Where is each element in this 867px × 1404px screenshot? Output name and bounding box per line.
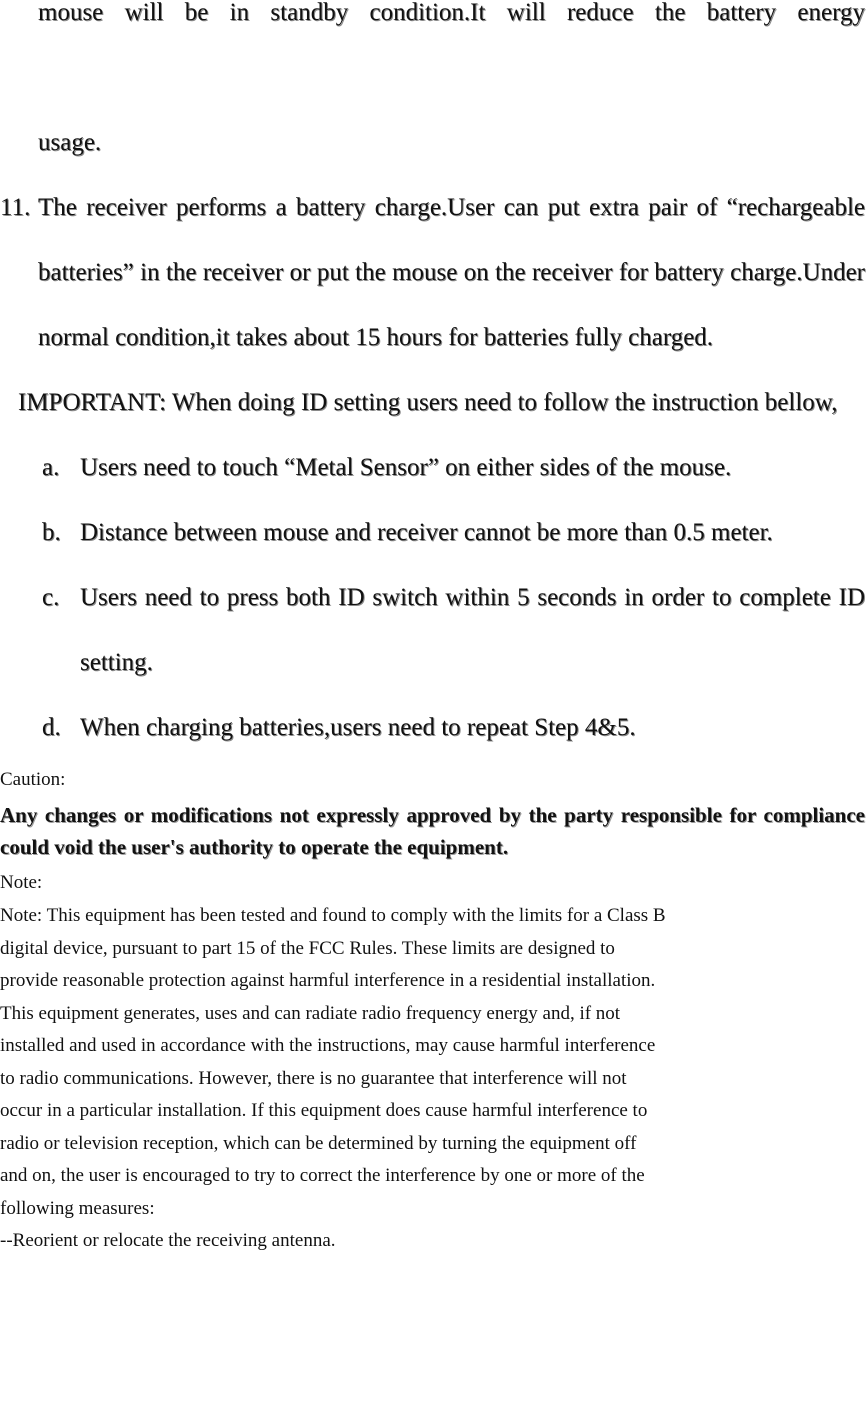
note-line: This equipment generates, uses and can radiate radio frequency energy and, if not [0, 1002, 621, 1024]
list-item-text: Users need to touch “Metal Sensor” on either sides of the mouse. [80, 454, 732, 481]
id-setting-steps [0, 435, 865, 760]
list-item-text: Users need to press both ID switch within 5 seconds in order to complete ID setting. [80, 584, 865, 676]
note-line: occur in a particular installation. If this equipment does cause harmful interference to [0, 1100, 648, 1121]
note-line: digital device, pursuant to part 15 of the FCC Rules. These limits are designed to [0, 937, 615, 959]
fcc-note [0, 900, 865, 1258]
note-line: provide reasonable protection against harmful interference in a residential installation. [0, 970, 656, 991]
list-item-text: When charging batteries,users need to repeat Step 4&5. [80, 714, 636, 741]
note-line: and on, the user is encouraged to try to correct the interference by one or more of the [0, 1165, 645, 1186]
list-marker: a. [42, 454, 60, 481]
list-item [0, 695, 865, 760]
list-item [0, 435, 865, 500]
list-item-text: Distance between mouse and receiver cannot be more than 0.5 meter. [80, 519, 773, 546]
list-marker: b. [42, 519, 61, 546]
caution-text: Any changes or modifications not expressly approved by the party responsible for compliance could void the user's authority to operate the equipment. [0, 803, 865, 859]
intro-line-2: usage. [38, 129, 102, 156]
note-line: following measures: [0, 1197, 155, 1219]
list-marker: c. [42, 584, 60, 611]
note-line: Note: This equipment has been tested and found to comply with the limits for a Class B [0, 905, 666, 926]
note-line: installed and used in accordance with the instructions, may cause harmful interference [0, 1035, 656, 1056]
note-line: to radio communications. However, there is no guarantee that interference will not [0, 1067, 627, 1089]
list-item-number: 11. [0, 194, 31, 221]
intro-line-1: mouse will be in standby condition.It will reduce the battery energy [38, 0, 865, 26]
note-line: radio or television reception, which can be determined by turning the equipment off [0, 1132, 637, 1154]
list-item-text: The receiver performs a battery charge.User can put extra pair of “rechargeable batteries” in the receiver or put the mouse on the receiver for battery charge.Under normal condition,it takes about 15 hours for batteries fully charged. [38, 194, 865, 351]
note-heading: Note: [0, 872, 43, 893]
caution-heading: Caution: [0, 769, 66, 790]
list-item-11 [0, 175, 865, 370]
list-marker: d. [42, 714, 61, 741]
important-notice: IMPORTANT: When doing ID setting users need to follow the instruction bellow, [18, 389, 838, 416]
list-item [0, 565, 865, 695]
note-line: --Reorient or relocate the receiving antenna. [0, 1230, 336, 1251]
list-item [0, 500, 865, 565]
